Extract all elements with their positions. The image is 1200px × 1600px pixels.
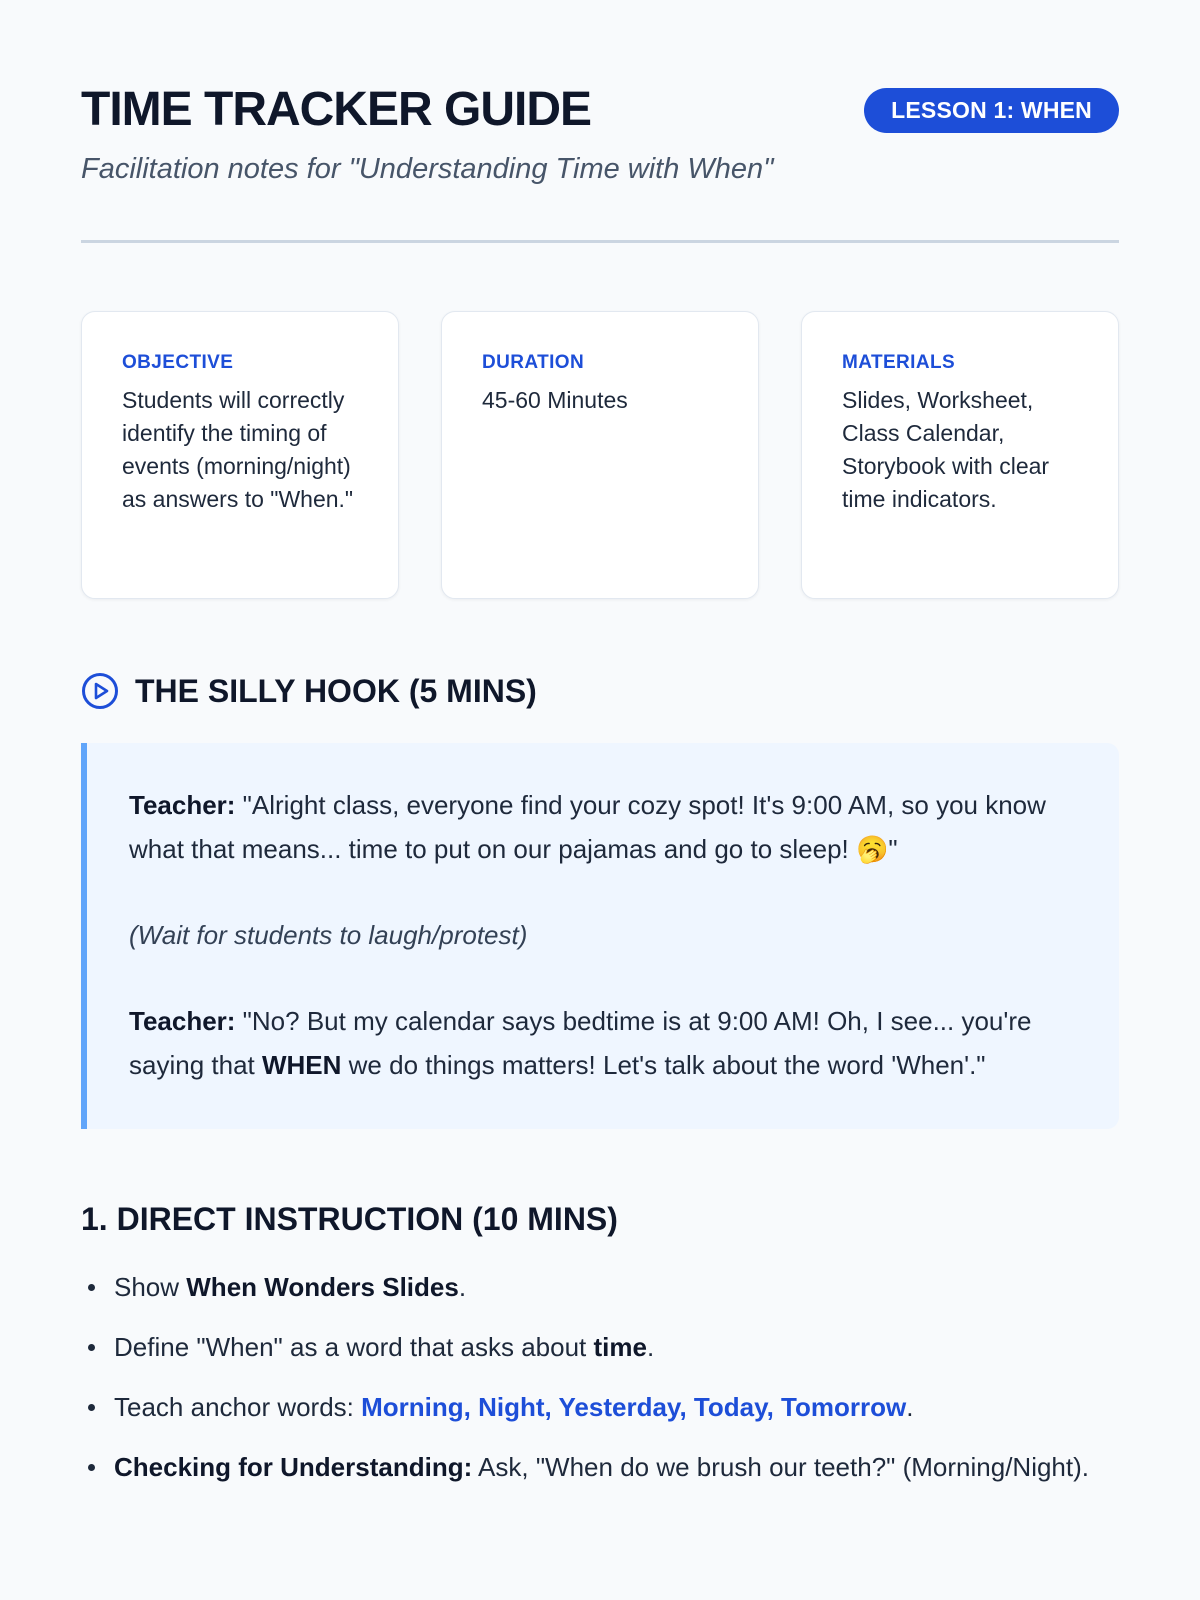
speaker-label: Teacher: xyxy=(129,1006,236,1036)
hook-script-box xyxy=(81,743,1119,1129)
hook-line: "No? But my calendar says bedtime is at 9:00 AM! Oh, I see... you're saying that xyxy=(129,1006,1032,1080)
instruction-title: 1. DIRECT INSTRUCTION (10 MINS) xyxy=(81,1201,618,1237)
card-text: Slides, Worksheet, Class Calendar, Storybook with clear time indicators. xyxy=(842,387,1050,512)
play-circle-icon xyxy=(81,672,119,710)
hook-section-heading xyxy=(81,671,1119,711)
objective-card xyxy=(81,311,399,599)
page-title: TIME TRACKER GUIDE xyxy=(81,83,591,136)
hook-line: "Alright class, everyone find your cozy spot! It's 9:00 AM, so you know what that means... time to put on our pajamas and go to sleep! 🥱" xyxy=(129,790,1046,864)
emphasis-word: WHEN xyxy=(261,1050,342,1080)
card-label: DURATION xyxy=(482,352,585,373)
info-cards xyxy=(81,311,1119,599)
hook-title: THE SILLY HOOK (5 MINS) xyxy=(135,673,537,709)
item-text: . xyxy=(458,1272,467,1302)
card-text: 45-60 Minutes xyxy=(482,387,628,413)
header xyxy=(81,0,1119,185)
item-text: . xyxy=(646,1332,655,1362)
list-item xyxy=(81,1447,1119,1487)
hook-paragraph-1 xyxy=(129,783,1073,871)
duration-card xyxy=(441,311,759,599)
list-item xyxy=(81,1327,1119,1367)
item-text: Define "When" as a word that asks about xyxy=(114,1332,594,1362)
page-subtitle: Facilitation notes for "Understanding Time with When" xyxy=(81,153,774,185)
item-strong: When Wonders Slides xyxy=(186,1272,459,1302)
item-text: Teach anchor words: xyxy=(114,1392,362,1422)
card-label: MATERIALS xyxy=(842,352,956,373)
hook-paragraph-2 xyxy=(129,999,1073,1087)
lesson-badge: LESSON 1: WHEN xyxy=(864,88,1119,133)
speaker-label: Teacher: xyxy=(129,790,236,820)
anchor-words: Morning, Night, Yesterday, Today, Tomorrow xyxy=(361,1392,907,1422)
header-divider xyxy=(81,240,1119,243)
instruction-list xyxy=(81,1267,1119,1487)
item-strong: Checking for Understanding: xyxy=(114,1452,473,1482)
item-text: Ask, "When do we brush our teeth?" (Morning/Night). xyxy=(472,1452,1090,1482)
list-item xyxy=(81,1267,1119,1307)
hook-line: we do things matters! Let's talk about the word 'When'." xyxy=(341,1050,986,1080)
item-strong: time xyxy=(593,1332,647,1362)
materials-card xyxy=(801,311,1119,599)
stage-direction: (Wait for students to laugh/protest) xyxy=(129,920,528,950)
card-label: OBJECTIVE xyxy=(122,352,234,373)
list-item xyxy=(81,1387,1119,1427)
card-text: Students will correctly identify the timing of events (morning/night) as answers to "When." xyxy=(122,387,354,512)
item-text: . xyxy=(906,1392,914,1422)
item-text: Show xyxy=(114,1272,187,1302)
